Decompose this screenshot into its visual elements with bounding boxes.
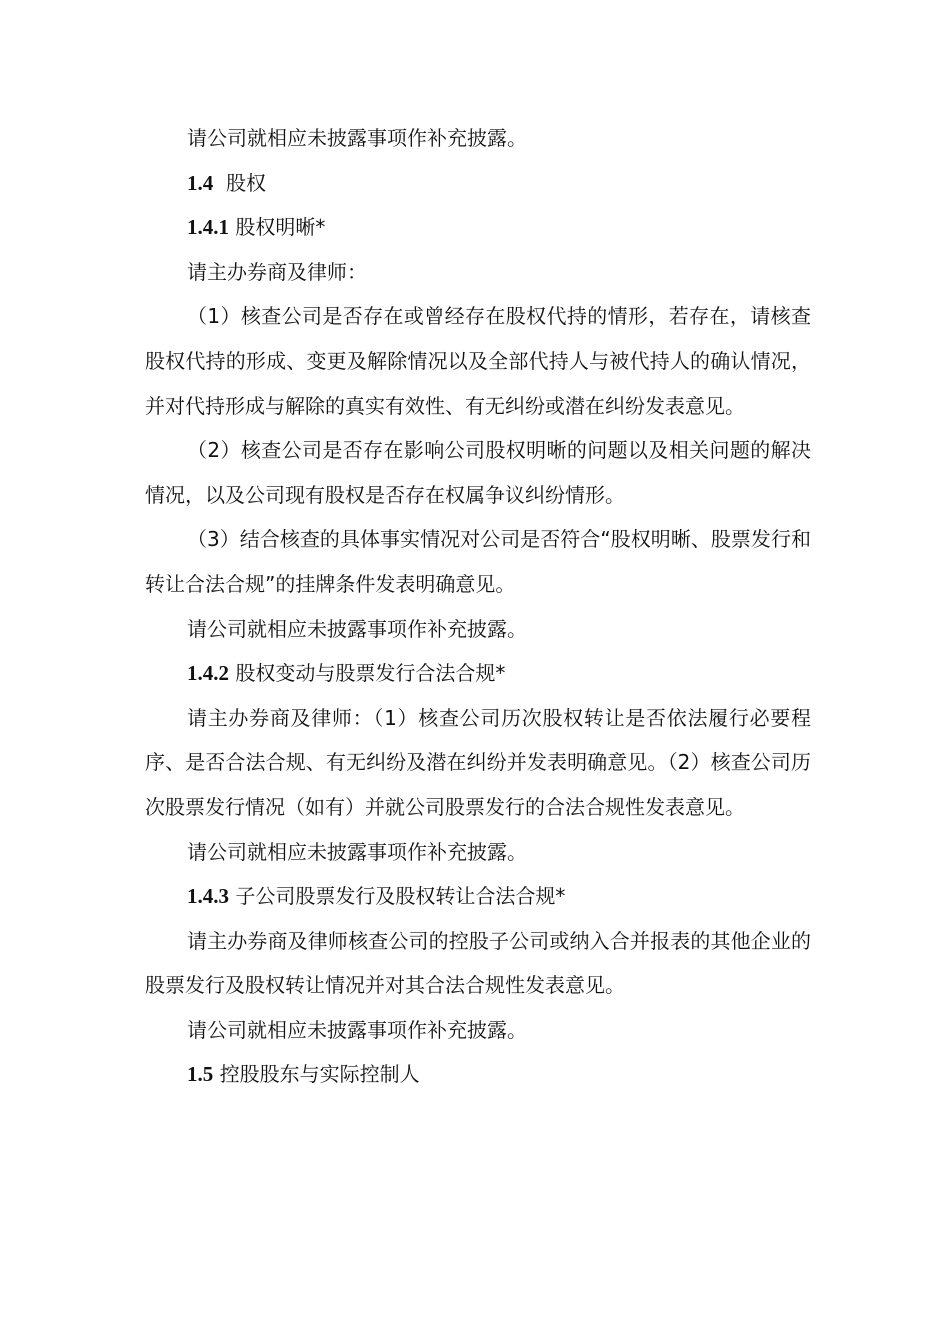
- section-number: 1.5: [187, 1062, 214, 1087]
- document-body: [145, 116, 811, 1097]
- body-paragraph: 请主办券商及律师：（1）核查公司历次股权转让是否依法履行必要程序、是否合法合规、有无纠纷及潜在纠纷并发表明确意见。（2）核查公司历次股票发行情况（如有）并就公司股票发行的合法合规性发表意见。: [145, 705, 811, 819]
- section-heading: [145, 874, 811, 919]
- section-title: 股权变动与股票发行合法合规*: [235, 661, 506, 686]
- body-paragraph: （2）核查公司是否存在影响公司股权明晰的问题以及相关问题的解决情况，以及公司现有股权是否存在权属争议纠纷情形。: [145, 438, 811, 507]
- section-heading: [145, 651, 811, 696]
- section-number: 1.4.2: [187, 661, 229, 686]
- body-paragraph: 请公司就相应未披露事项作补充披露。: [187, 1017, 527, 1042]
- section-title: 股权明晰*: [235, 215, 326, 240]
- body-paragraph: 请公司就相应未披露事项作补充披露。: [187, 126, 527, 150]
- section-title: 子公司股票发行及股权转让合法合规*: [235, 884, 566, 909]
- body-paragraph: 请主办券商及律师：: [187, 259, 367, 284]
- section-heading: [145, 205, 811, 250]
- section-number: 1.4.1: [187, 215, 229, 240]
- section-number: 1.4: [187, 170, 214, 195]
- section-number: 1.4.3: [187, 884, 229, 909]
- heading-gap: [213, 171, 226, 195]
- section-heading: [145, 1052, 811, 1097]
- body-paragraph: 请公司就相应未披露事项作补充披露。: [187, 839, 527, 864]
- body-paragraph: 请公司就相应未披露事项作补充披露。: [187, 616, 527, 641]
- section-heading: [145, 161, 811, 206]
- body-paragraph: （1）核查公司是否存在或曾经存在股权代持的情形，若存在，请核查股权代持的形成、变更及解除情况以及全部代持人与被代持人的确认情况，并对代持形成与解除的真实有效性、有无纠纷或潜在纠纷发表意见。: [145, 304, 811, 418]
- body-paragraph: 请主办券商及律师核查公司的控股子公司或纳入合并报表的其他企业的股票发行及股权转让情况并对其合法合规性发表意见。: [145, 928, 811, 998]
- section-title: 股权: [225, 170, 266, 195]
- body-paragraph: （3）结合核查的具体事实情况对公司是否符合“股权明晰、股票发行和转让合法合规”的挂牌条件发表明确意见。: [145, 527, 811, 596]
- section-title: 控股股东与实际控制人: [219, 1062, 420, 1087]
